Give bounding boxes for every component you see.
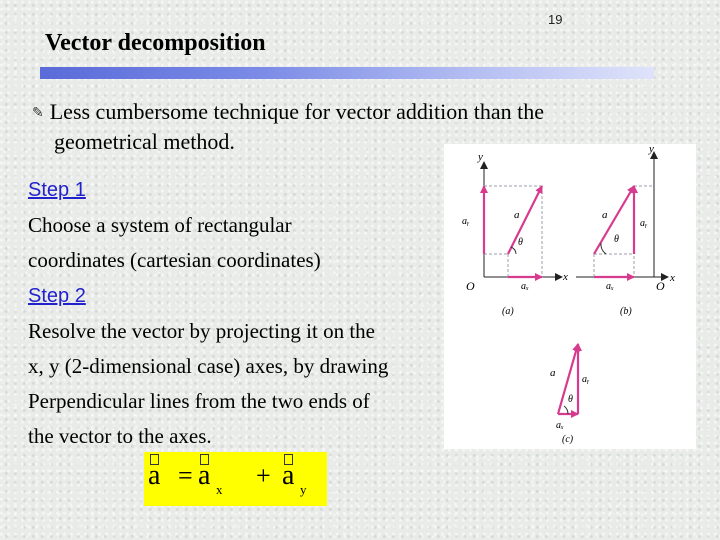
figure-svg [444, 144, 696, 449]
equation-plus: + [256, 461, 271, 490]
vector-label: a⃗ [514, 209, 529, 221]
step2-line: x, y (2-dimensional case) axes, by drawing [28, 354, 389, 378]
step1-line: coordinates (cartesian coordinates) [28, 248, 321, 272]
ax-label: aₓ [521, 281, 529, 292]
ax-label: aₓ [606, 281, 614, 292]
step1-link[interactable]: Step 1 [28, 179, 86, 201]
ay-label: aᵧ [640, 218, 648, 229]
ax-label: aₓ [556, 420, 564, 431]
x-axis-label: x [670, 272, 675, 284]
equation-term1: a [198, 460, 211, 491]
angle-label: θ [614, 234, 619, 245]
origin-label: O [466, 279, 475, 293]
equation-term2: a [282, 460, 295, 491]
step2-line: Resolve the vector by projecting it on the [28, 319, 375, 343]
origin-label: O [656, 279, 665, 293]
equation-lhs: a [148, 460, 161, 491]
equation-box [144, 452, 327, 506]
x-axis-label: x [563, 271, 568, 283]
bullet-text-line1: Less cumbersome technique for vector addition than the [49, 99, 544, 124]
panel-a-label: (a) [502, 306, 514, 317]
step2-link[interactable]: Step 2 [28, 285, 86, 307]
angle-label: θ [568, 394, 573, 405]
equation-equals: = [178, 461, 193, 490]
ribbon-bullet-icon: ✎ [32, 106, 44, 121]
panel-c-diagram [550, 344, 590, 445]
title-underline-bar [40, 67, 654, 79]
slide-title: Vector decomposition [45, 30, 266, 56]
vector-decomposition-figure [444, 144, 696, 449]
page-number: 19 [548, 12, 563, 27]
vector-label: a⃗ [602, 209, 617, 221]
angle-label: θ [518, 237, 523, 248]
panel-b-label: (b) [620, 306, 632, 317]
equation-sub1: x [216, 482, 223, 497]
step2-line: the vector to the axes. [28, 424, 212, 448]
step1-line: Choose a system of rectangular [28, 213, 292, 237]
angle-arc [601, 243, 606, 254]
y-axis-label: y [649, 144, 654, 155]
panel-a-diagram [462, 151, 568, 317]
vector-label: a⃗ [550, 367, 565, 379]
y-axis-label: y [478, 151, 483, 163]
bullet-text-line2: geometrical method. [54, 129, 235, 154]
step2-line: Perpendicular lines from the two ends of [28, 389, 370, 413]
steps-text [28, 172, 448, 454]
angle-arc [564, 406, 568, 414]
ay-label: aᵧ [582, 374, 590, 385]
panel-b-diagram [576, 144, 675, 317]
panel-c-label: (c) [562, 434, 574, 445]
equation-sub2: y [300, 482, 307, 497]
ay-label: aᵧ [462, 216, 470, 227]
